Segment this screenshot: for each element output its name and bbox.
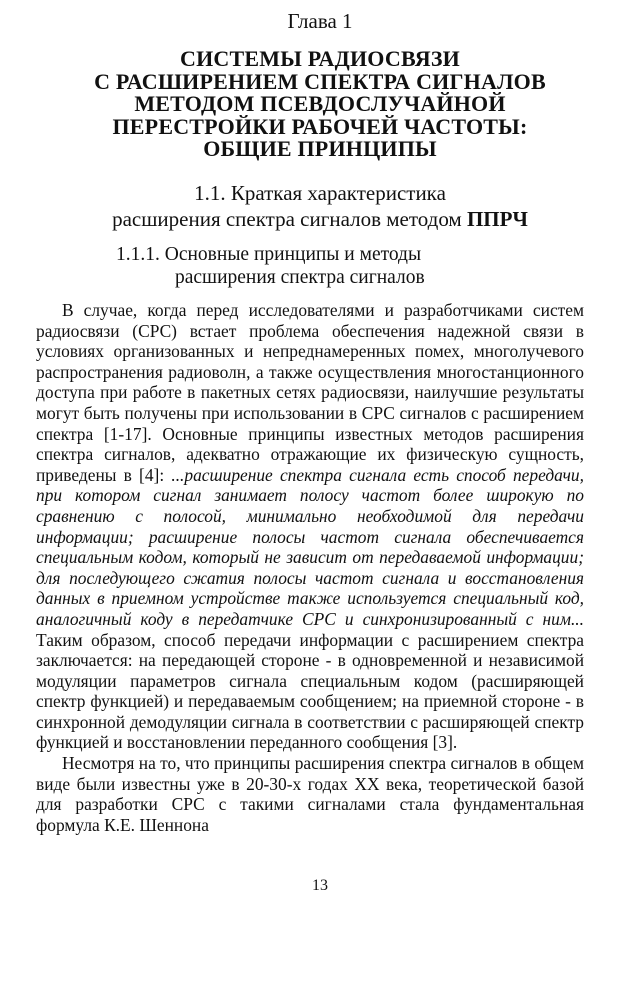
body-text bbox=[36, 300, 584, 835]
chapter-title-line: С РАСШИРЕНИЕМ СПЕКТРА СИГНАЛОВ bbox=[94, 68, 546, 94]
paragraph-1 bbox=[36, 300, 584, 753]
paragraph-1-intro: В случае, когда перед исследователями и разработчиками систем радиосвязи (СРС) встает проблема обеспечения надежной связи в условиях организованных и непреднамеренных помех, многолучевого распространения радиоволн, а также осуществления многостанционного доступа при работе в пакетных сетях радиосвязи, наилучшие результаты могут быть получены при использовании в СРС сигналов с расширением спектра [1-17]. Основные принципы известных методов расширения спектра сигналов, адекватно отражающие их физическую сущность, приведены в [4]: bbox=[36, 300, 584, 485]
chapter-title-line: ОБЩИЕ ПРИНЦИПЫ bbox=[203, 136, 437, 161]
chapter-label: Глава 1 bbox=[287, 9, 353, 33]
chapter-title-line: СИСТЕМЫ РАДИОСВЯЗИ bbox=[180, 46, 460, 71]
chapter-title bbox=[40, 48, 600, 161]
page-number: 13 bbox=[312, 877, 328, 894]
section-heading bbox=[20, 180, 620, 232]
section-heading-abbr: ППРЧ bbox=[466, 207, 528, 231]
subsection-heading-line1: 1.1.1. Основные принципы и методы bbox=[116, 244, 422, 265]
paragraph-1-rest: Таким образом, способ передачи информации с расширением спектра заключается: на передающей стороне - в одновременной и независимой модуляции параметров сигнала специальным кодом (расширяющей спектр функцией) и передаваемым сообщением; на приемной стороне - в синхронной демодуляции сигнала в соответствии с расширяющей спектр функцией и восстановлении переданного сообщения [3]. bbox=[36, 629, 584, 753]
subsection-heading-line2: расширения спектра сигналов bbox=[175, 267, 425, 288]
paragraph-2: Несмотря на то, что принципы расширения спектра сигналов в общем виде были известны уже в 20-30-х годах XX века, теоретической базой для разработки СРС с такими сигналами стала фундаментальная формула К.Е. Шеннона bbox=[36, 753, 584, 835]
subsection-heading bbox=[100, 243, 570, 289]
paragraph-1-quote: ...расширение спектра сигнала есть способ передачи, при котором сигнал занимает полосу частот более широкую по сравнению с полосой, минимально необходимой для передачи информации; расширение полосы частот сигнала обеспечивается специальным кодом, который не зависит от передаваемой информации; для последующего сжатия полосы частот сигнала и восстановления данных в приемном устройстве также используется специальный код, аналогичный коду в передатчике СРС и синхронизированный с ним... bbox=[36, 464, 584, 629]
section-heading-line2 bbox=[20, 206, 620, 232]
section-heading-text: расширения спектра сигналов методом bbox=[112, 207, 467, 231]
section-heading-line1: 1.1. Краткая характеристика bbox=[194, 181, 446, 205]
chapter-title-line: ПЕРЕСТРОЙКИ РАБОЧЕЙ ЧАСТОТЫ: bbox=[112, 113, 528, 139]
chapter-title-line: МЕТОДОМ ПСЕВДОСЛУЧАЙНОЙ bbox=[134, 91, 506, 116]
